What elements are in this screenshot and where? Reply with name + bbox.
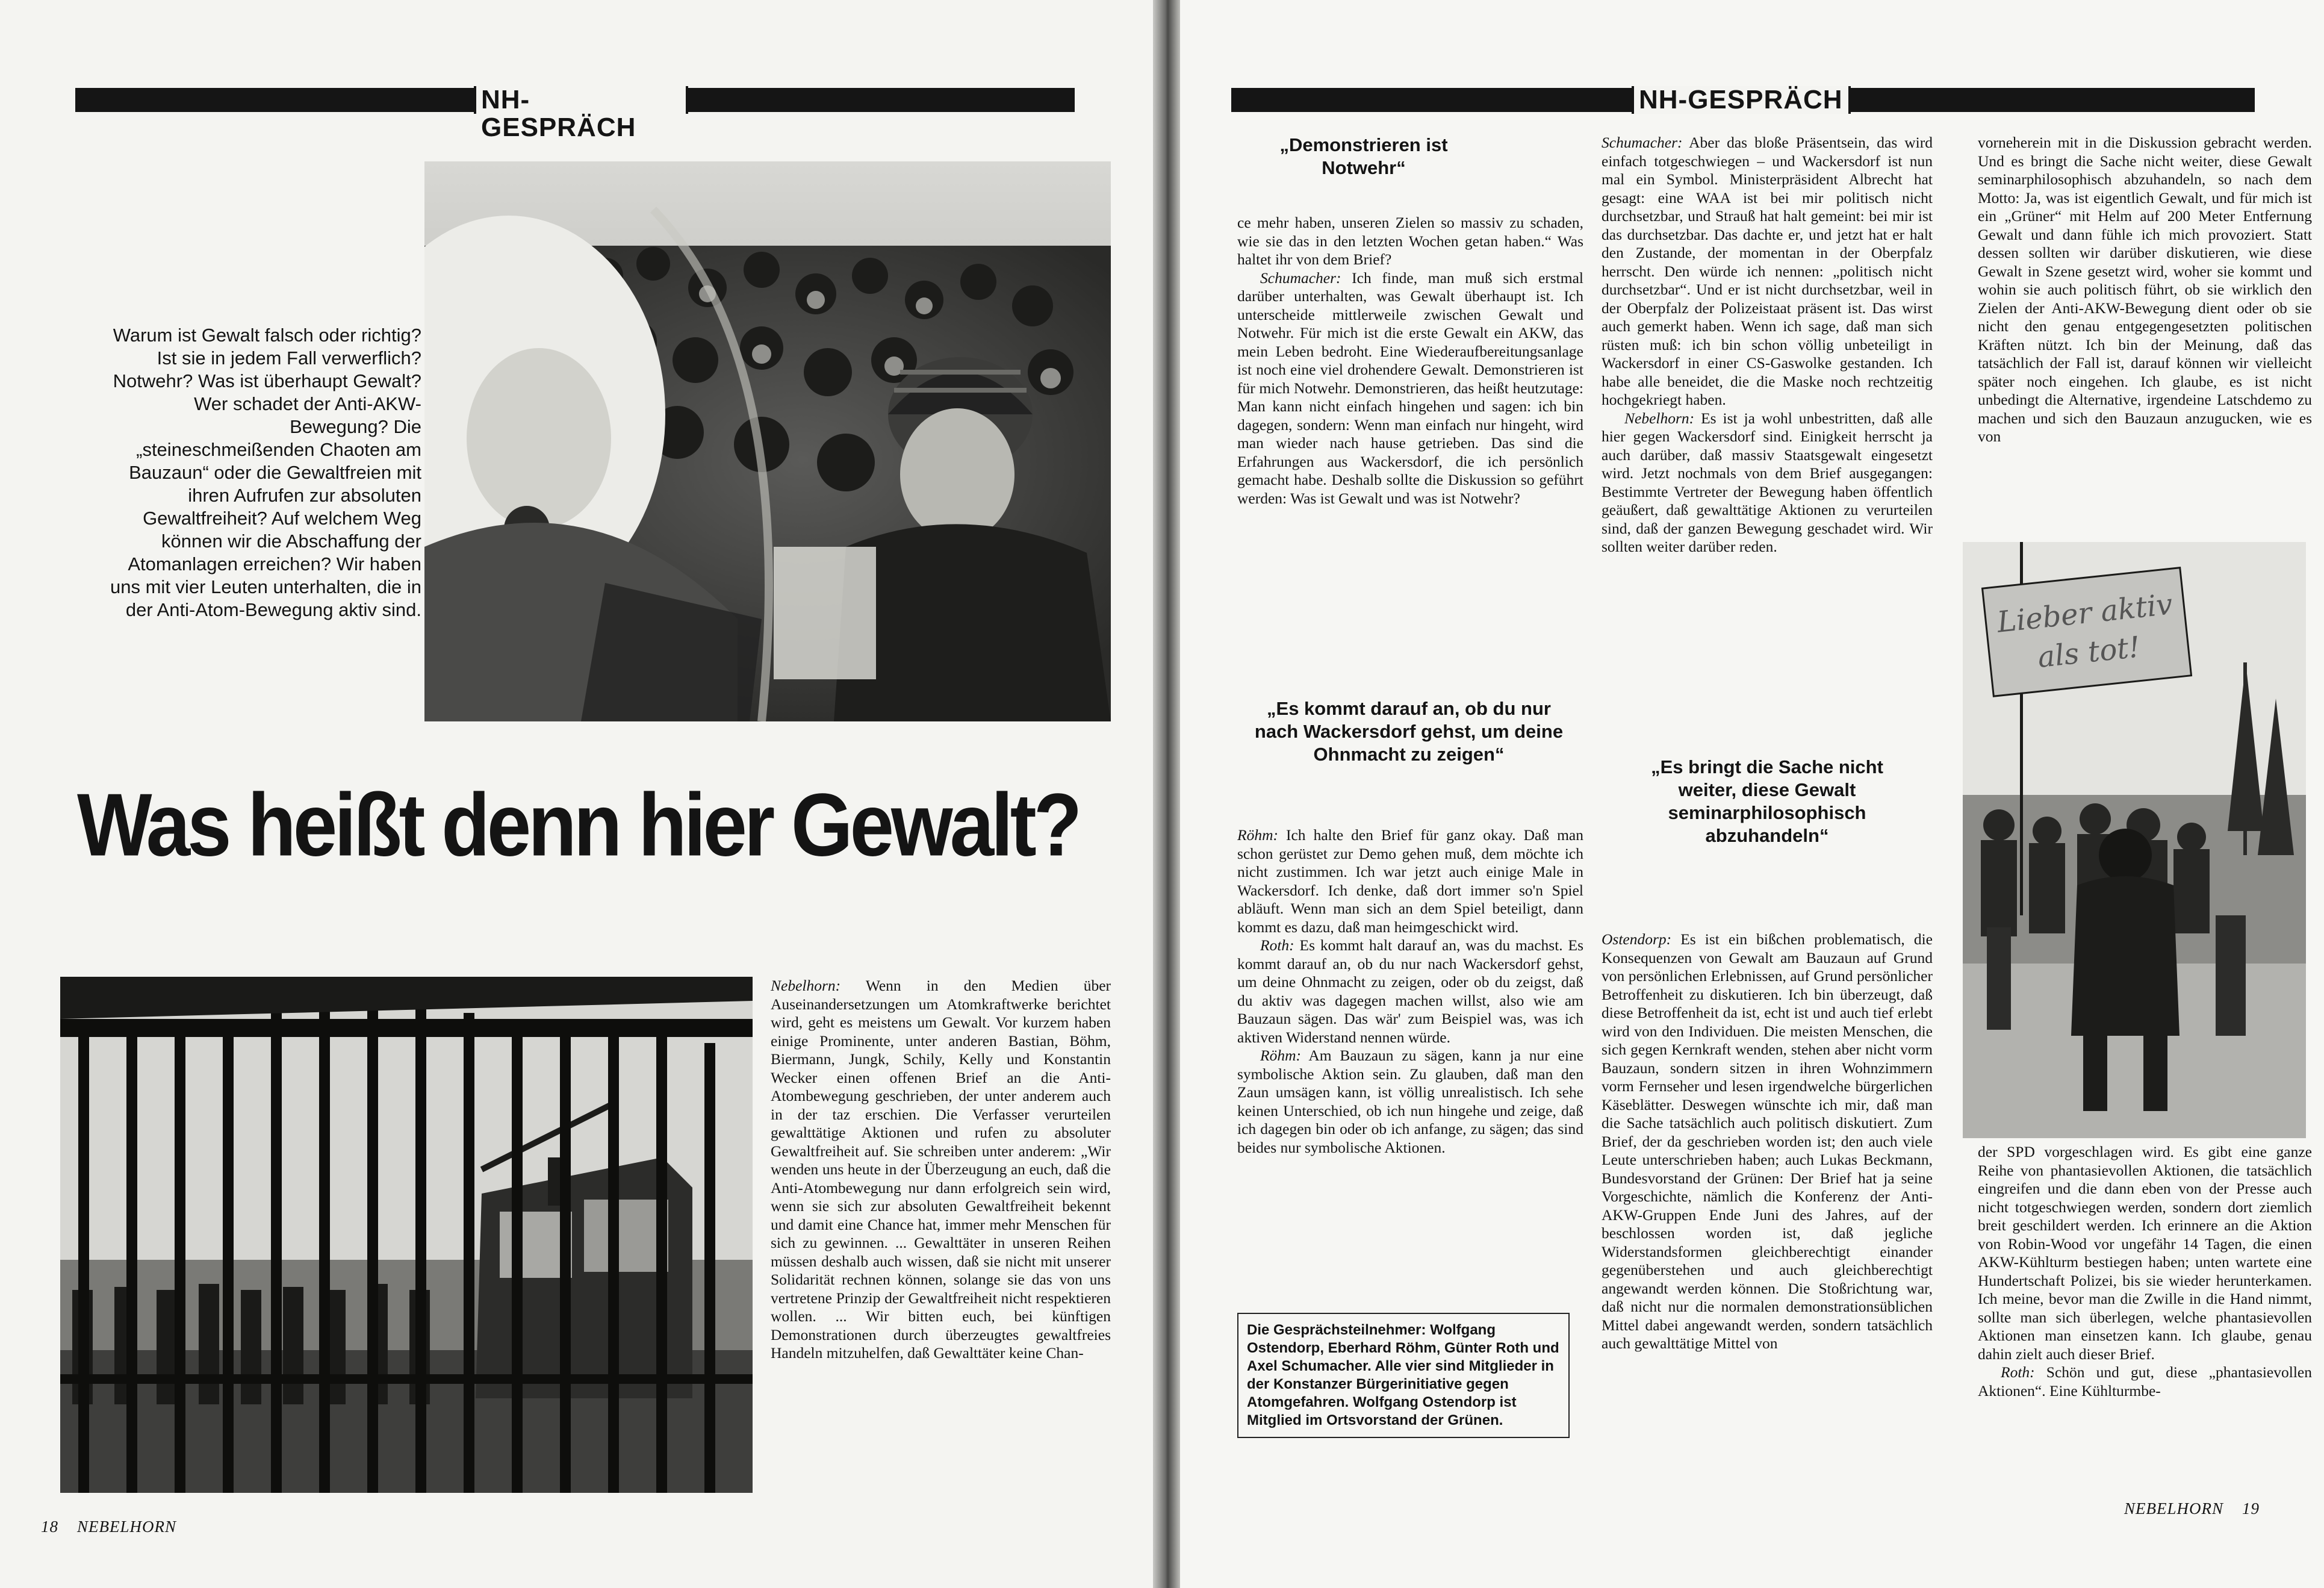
body-text: Wenn in den Medien über Auseinandersetzungen um Atomkraftwerke berichtet wird, geht es meistens um Gewalt. Vor kurzem haben einige Prominente, unter anderen Bastian, Böhm, Biermann, Jungk, Schily, Kelly und Konstantin Wecker einen offenen Brief an die Anti-Atombewegung geschrieben, der unter anderem auch in der taz erschien. Die Verfasser verurteilen gewalttätige Aktionen und rufen zu absoluter Gewaltfreiheit auf. Sie schreiben unter anderem: „Wir wenden uns heute in der Überzeugung an euch, daß die Anti-Atombewegung nur dann erfolgreich sein wird, wenn sie sich zur absoluten Gewaltfreiheit bekennt und damit eine Chance hat, immer mehr Menschen für sich zu gewinnen. ... Gewalttäter in unseren Reihen müssen deshalb auch wissen, daß sie nicht mit unserer Solidarität rechnen können, solange sie das von uns vertretene Prinzip der Gewaltfreiheit nicht respektieren wollen. ... Wir bitten euch, bei künftigen Demonstrationen durch überzeugtes gewaltfreies Handeln mitzuhelfen, daß Gewalttäter keine Chan-: [771, 977, 1111, 1362]
body-text: vorneherein mit in die Diskussion gebracht werden. Und es bringt die Sache nicht weiter, diese Gewalt seminarphilosophisch abzuhandeln, so nach dem Motto: Ja, was ist eigentlich Gewalt, und für mich ist ein „Grüner“ mit Helm auf 200 Meter Entfernung Gewalt und dann fühle ich mich provoziert. Statt dessen sollten wir darüber diskutieren, wie diese Gewalt in Szene gesetzt wird, woher sie kommt und wohin sie auch politisch führt, ob sie wirklich den Zielen der Anti-AKW-Bewegung dient oder ob sie nicht den genau entgegengesetzten politischen Kräften nützt. Ich bin der Meinung, daß das tatsächlich der Fall ist, darauf können wir vielleicht später noch eingehen. Ich glaube, es ist nicht unbedingt die Alternative, irgendeine Latschdemo zu machen und sich den Bauzaun anzugucken, wie es von: [1978, 134, 2312, 445]
magazine-name: NEBELHORN: [2124, 1499, 2224, 1518]
speaker-label: Schumacher:: [1602, 134, 1683, 151]
demonstration-photo: [1963, 542, 2306, 1138]
body-text: Es kommt halt darauf an, was du machst. Es kommt darauf an, ob du nur nach Wackersdorf gehst, um deine Ohnmacht zu zeigen, oder ob du zeigst, daß du aktiv was dagegen machen willst, also wie am Bauzaun sägen. Das wär' zum Beispiel was, was ich aktiven Widerstand nennen würde.: [1237, 936, 1583, 1046]
sign-text: Lieber aktiv: [1995, 587, 2175, 640]
body-text: Aber das bloße Präsentsein, das wird einfach totgeschwiegen – und Wackersdorf ist nun mal ein Symbol. Ministerpräsident Albrecht hat gesagt: eine WAA ist bei mir politisch nicht durchsetzbar, und Strauß hat halt gemeint: bei mir ist das durchsetzbar. Das dachte er, und jetzt hat er halt den Zustande, der momentan in der Oberpfalz herrscht. Den würde ich nennen: „politisch nicht durchsetzbar“. Und er ist nicht durchsetzbar, weil in der Oberpfalz der Polizeistaat präsent ist. Das wirst auch gemerkt haben. Wenn ich sage, daß man sich rüsten muß: ich bin schon völlig unbeteiligt in Wackersdorf in einer CS-Gaswolke gestanden. Ich habe alle beneidet, die die Maske noch rechtzeitig hochgekriegt haben.: [1602, 134, 1933, 408]
speaker-label: Roth:: [2001, 1363, 2035, 1381]
participants-box: Die Gesprächsteilnehmer: Wolfgang Ostendorp, Eberhard Röhm, Günter Roth und Axel Schumacher. Alle vier sind Mitglieder in der Konstanzer Bürgerinitiative gegen Atomgefahren. Wolfgang Ostendorp ist Mitglied im Ortsvorstand der Grünen.: [1237, 1313, 1570, 1438]
fence-police-photo: [60, 977, 753, 1493]
section-header-label: NH-GESPRÄCH: [474, 86, 688, 114]
section-header-label: NH-GESPRÄCH: [1632, 86, 1851, 114]
body-text: Es ist ein bißchen problematisch, die Konsequenzen von Gewalt am Bauzaun auf Grund von persönlichen Erlebnissen, auf Grund persönlicher Betroffenheit zu diskutieren. Ich bin überzeugt, daß diese Betroffenheit da ist, echt ist und auch tief erlebt wird von den Individuen. Die meisten Menschen, die sich gegen Kernkraft wenden, stehen aber nicht vorm Bauzaun, sondern sitzen in ihren Wohnzimmern vorm Fernseher und lesen irgendwelche bürgerlichen Käseblätter. Deswegen wünschte ich mir, daß man die Sache tatsächlich auch politisch diskutiert. Zum Brief, der da geschrieben worden ist; den auch viele Leute unterschrieben haben; auch Lukas Beckmann, Bundesvorstand der Grünen: Der Brief hat ja seine Vorgeschichte, nämlich die Konferenz der Anti-AKW-Gruppen Ende Juni des Jahres, auf der beschlossen worden ist, daß jegliche Widerstandsformen gleichberechtigt einander gegenüberstehen und auch gleichberechtigt angewandt werden können. Die Stoßrichtung war, daß nicht nur die normalen demonstrationsüblichen Mittel dabei angewandt werden, sondern tatsächlich auch gewalttätige Mittel von: [1602, 930, 1933, 1352]
pull-quote-2: „Es kommt darauf an, ob du nur nach Wackersdorf gehst, um deine Ohnmacht zu zeigen“: [1254, 698, 1564, 765]
page-footer-left: [41, 1518, 176, 1536]
speaker-label: Nebelhorn:: [771, 977, 841, 994]
body-text: Schön und gut, diese „phantasievollen Aktionen“. Eine Kühlturmbe-: [1978, 1363, 2312, 1400]
body-text: Ich halte den Brief für ganz okay. Daß man schon gerüstet zur Demo gehen muß, dem möchte ich nicht zustimmen. Ich war jetzt auch einige Male in Wackersdorf. Ich denke, daß dort immer so'n Spiel abläuft. Wenn man sich an dem Spiel beteiligt, dann kommt es dazu, daß man heimgeschickt wird.: [1237, 826, 1583, 936]
speaker-label: Roth:: [1260, 936, 1294, 954]
book-gutter: [1153, 0, 1180, 1588]
body-text: Ich finde, man muß sich erstmal darüber unterhalten, was Gewalt überhaupt ist. Ich unterscheide mittlerweile zwischen Gewalt und Notwehr. Für mich ist die erste Gewalt ein AKW, das mein Leben bedroht. Eine Wiederaufbereitungsanlage ist noch eine viel drohendere Gewalt. Demonstrieren ist für mich Notwehr. Demonstrieren, das heißt heutzutage: Man kann nicht einfach hingehen und sagen: ich bin dagegen, sondern: Wenn man einfach nur hingeht, wird man wieder nach hause getrieben. Das sind die Erfahrungen aus Wackersdorf, die ich persönlich gemacht habe. Deshalb sollte die Diskussion so geführt werden: Was ist Gewalt und was ist Notwehr?: [1237, 269, 1583, 507]
section-header-bar: [75, 85, 1075, 142]
body-text: Am Bauzaun zu sägen, kann ja nur eine symbolische Aktion sein. Zu glauben, daß man den Zaun umsägen kann, ist völlig unrealistisch. Ich sehe keinen Unterschied, ob ich nun hingehe und zeige, daß ich dagegen bin oder ob ich anfange, zu sägen; das sind beides nur symbolische Aktionen.: [1237, 1047, 1584, 1156]
svg-text:als tot!: als tot!: [2036, 630, 2142, 675]
right-column-3-top: [1978, 134, 2312, 446]
right-column-2-top: [1602, 134, 1933, 556]
right-column-2-bottom: [1602, 930, 1933, 1353]
pull-quote-3: „Es bringt die Sache nicht weiter, diese Gewalt seminarphilosophisch abzuhandeln“: [1651, 756, 1883, 846]
speaker-label: Ostendorp:: [1602, 930, 1672, 948]
right-column-3-bottom: [1978, 1143, 2312, 1400]
right-page: [1180, 0, 2324, 1588]
body-text: der SPD vorgeschlagen wird. Es gibt eine ganze Reihe von phantasievollen Aktionen, die tatsächlich eingreifen und die dann eben von der Presse auch nicht totgeschwiegen werden, sondern dort ziemlich breit geschildert werden. Ich erinnere an die Aktion von Robin-Wood vor ungefähr 14 Tagen, die einen AKW-Kühlturm bestiegen haben; unten wartete eine Hundertschaft Polizei, bis sie wieder herunterkamen. Ich meine, bevor man die Zwille in die Hand nimmt, sollte man sich überlegen, welche phantasievollen Aktionen man einsetzen kann. Ich glaube, genau dahin zielt auch dieser Brief.: [1978, 1143, 2312, 1363]
protest-photo: [424, 161, 1111, 721]
pull-quote-1: „Demonstrieren ist Notwehr“: [1279, 134, 1448, 178]
page-number: 19: [2242, 1499, 2260, 1518]
page-footer-right: [2124, 1499, 2260, 1518]
right-column-1-top: [1237, 214, 1583, 508]
speaker-label: Nebelhorn:: [1624, 409, 1695, 427]
main-headline: Was heißt denn hier Gewalt?: [77, 775, 1080, 874]
magazine-name: NEBELHORN: [77, 1518, 177, 1536]
speaker-label: Röhm:: [1260, 1047, 1301, 1064]
speaker-label: Schumacher:: [1260, 269, 1341, 287]
section-header-bar: [1231, 86, 2255, 114]
body-text: ce mehr haben, unseren Zielen so massiv zu schaden, wie sie das in den letzten Wochen getan haben.“ Was haltet ihr von dem Brief?: [1237, 214, 1583, 268]
right-column-1-bottom: [1237, 826, 1583, 1157]
intro-text: Warum ist Gewalt falsch oder richtig? Ist sie in jedem Fall verwerflich? Notwehr? Was ist überhaupt Gewalt? Wer schadet der Anti-AKW-Bewegung? Die „steineschmeißenden Chaoten am Bauzaun“ oder die Gewaltfreien mit ihren Aufrufen zur absoluten Gewaltfreiheit? Auf welchem Weg können wir die Abschaffung der Atomanlagen erreichen? Wir haben uns mit vier Leuten unterhalten, die in der Anti-Atom-Bewegung aktiv sind.: [110, 325, 421, 620]
page-number: 18: [41, 1518, 58, 1536]
left-page: [0, 0, 1153, 1588]
speaker-label: Röhm:: [1237, 826, 1278, 844]
body-text: Es ist ja wohl unbestritten, daß alle hier gegen Wackersdorf sind. Einigkeit herrscht ja auch darüber, daß massiv Staatsgewalt eingesetzt wird. Jetzt nochmals von dem Brief ausgegangen: Bestimmte Vertreter der Bewegung haben öffentlich geäußert, daß gewalttätige Aktionen zu verurteilen sind, daß der ganzen Bewegung geschadet wird. Wir sollten weiter darüber reden.: [1602, 409, 1933, 555]
left-body-column: [771, 977, 1111, 1363]
